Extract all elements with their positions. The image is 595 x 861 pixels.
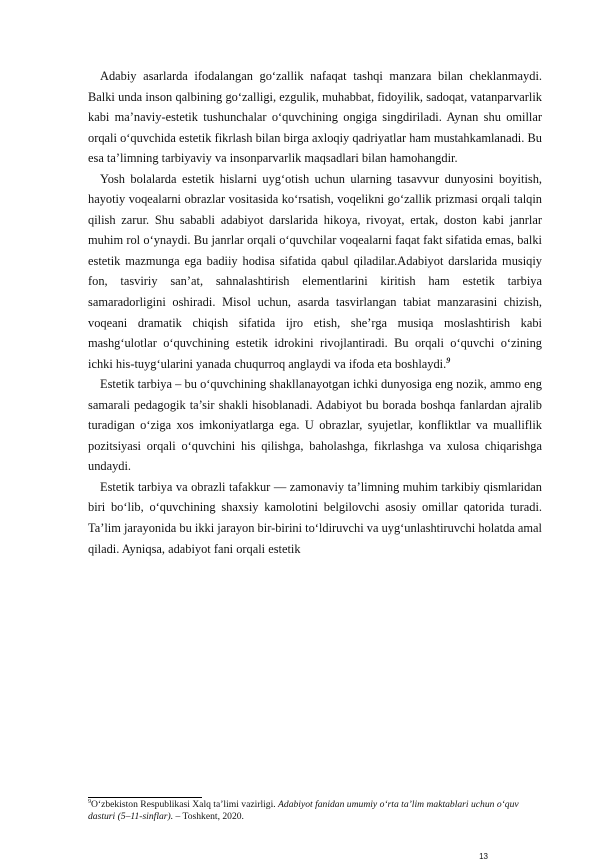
footnote (88, 799, 542, 823)
paragraph-3: Estetik tarbiya – bu o‘quvchining shakllanayotgan ichki dunyosiga eng nozik, ammo eng samarali pedagogik ta’sir shakli hisoblanadi. Adabiyot bu borada boshqa fanlardan ajralib turadigan o‘ziga xos imkoniyatlarga ega. U obrazlar, syujetlar, konfliktlar va mualliflik pozitsiyasi orqali o‘quvchini his qilishga, baholashga, fikrlashga va xulosa chiqarishga undaydi. (88, 377, 542, 474)
footnote-number: 9 (88, 798, 91, 805)
paragraph-1: Adabiy asarlarda ifodalangan go‘zallik nafaqat tashqi manzara bilan cheklanmaydi. Balki unda inson qalbining go‘zalligi, ezgulik, muhabbat, fidoyilik, sadoqat, vatanparvarlik kabi ma’naviy-estetik tushunchalar o‘quvchining ongiga singdiriladi. Aynan shu omillar orqali o‘quvchida estetik fikrlash bilan birga axloqiy qadriyatlar ham mustahkamlanadi. Bu esa ta’limning tarbiyaviy va insonparvarlik maqsadlari bilan hamohangdir. (88, 69, 542, 166)
footnote-publication: – Toshkent, 2020. (173, 811, 244, 822)
paragraph-2 (88, 169, 542, 374)
body-text (88, 66, 542, 559)
footnote-title: Adabiyot fanidan umumiy o‘rta ta’lim maktablari uchun o‘quv dasturi (5–11-sinflar). (88, 799, 519, 822)
page-number: 13 (479, 852, 488, 861)
footnote-reference[interactable]: 9 (446, 355, 451, 365)
paragraph-2-text: Yosh bolalarda estetik hislarni uyg‘otish uchun ularning tasavvur dunyosini boyitish, hayotiy voqealarni obrazlar vositasida ko‘rsatish, voqelikni go‘zallik prizmasi orqali talqin qilish zarur. Shu sababli adabiyot darslarida hikoya, rivoyat, ertak, doston kabi janrlar muhim rol o‘ynaydi. Bu janrlar orqali o‘quvchilar voqealarni faqat fakt sifatida emas, balki estetik mazmunga ega badiiy hodisa sifatida qabul qiladilar.Adabiyot darslarida musiqiy fon, tasviriy san’at, sahnalashtirish elementlarini kiritish ham estetik tarbiya samaradorligini oshiradi. Misol uchun, asarda tasvirlangan tabiat manzarasini chizish, voqeani dramatik chiqish sifatida ijro etish, she’rga musiqa moslashtirish kabi mashg‘ulotlar o‘quvchining estetik idrokini rivojlantiradi. Bu orqali o‘quvchi o‘zining ichki his-tuyg‘ularini yanada chuqurroq anglaydi va ifoda eta boshlaydi. (88, 171, 542, 371)
footnote-source: O‘zbekiston Respublikasi Xalq ta’limi vazirligi. (91, 799, 279, 810)
footnote-divider (88, 797, 202, 798)
paragraph-4: Estetik tarbiya va obrazli tafakkur — zamonaviy ta’limning muhim tarkibiy qismlaridan biri bo‘lib, o‘quvchining shaxsiy kamolotini belgilovchi asosiy omillar qatorida turadi. Ta’lim jarayonida bu ikki jarayon bir-birini to‘ldiruvchi va uyg‘unlashtiruvchi holatda amal qiladi. Ayniqsa, adabiyot fani orqali estetik (88, 479, 542, 556)
